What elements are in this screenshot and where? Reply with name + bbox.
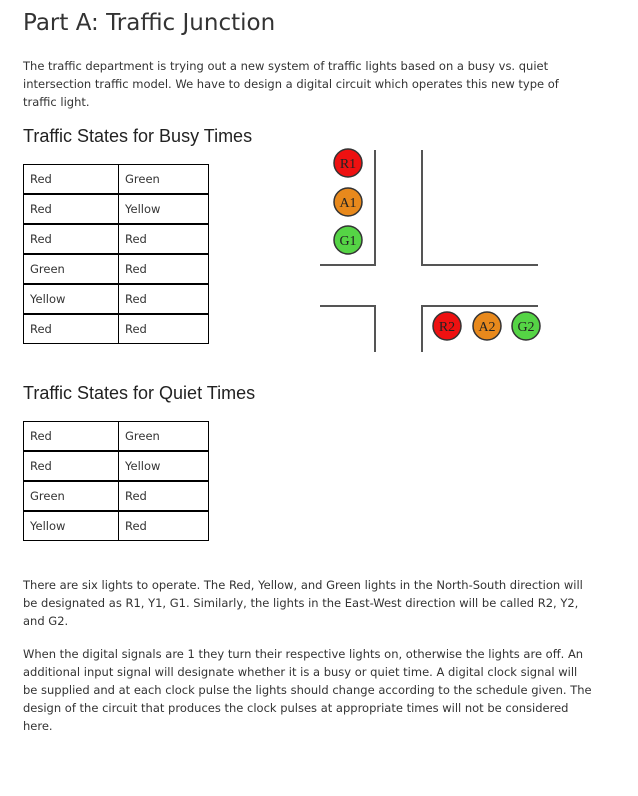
intersection-diagram bbox=[300, 140, 550, 360]
table-row bbox=[23, 224, 209, 254]
table-row bbox=[23, 481, 209, 511]
lamp-label: R1 bbox=[339, 157, 357, 172]
traffic-light-r2 bbox=[433, 312, 461, 340]
ns-cell: Green bbox=[23, 481, 119, 511]
table-row bbox=[23, 511, 209, 541]
signals-paragraph: When the digital signals are 1 they turn their respective lights on, otherwise the lights are off. An additional input signal will designate whether it is a busy or quiet time. A digital clock signal will be supplied and at each clock pulse the lights should change according to the schedule given. The design of the circuit that produces the clock pulses at appropriate times will not be considered here. bbox=[23, 647, 592, 733]
lights-paragraph: There are six lights to operate. The Red, Yellow, and Green lights in the North-South direction will be designated as R1, Y1, G1. Similarly, the lights in the East-West direction will be called R2, Y2, and G2. bbox=[23, 578, 583, 628]
ns-cell: Red bbox=[23, 224, 119, 254]
ew-cell: Red bbox=[119, 314, 209, 344]
ns-cell: Red bbox=[23, 451, 119, 481]
ew-cell: Green bbox=[119, 421, 209, 451]
lamp-label: A1 bbox=[339, 196, 357, 211]
ew-cell: Red bbox=[119, 284, 209, 314]
ns-cell: Red bbox=[23, 421, 119, 451]
ew-cell: Yellow bbox=[119, 451, 209, 481]
ns-cell: Yellow bbox=[23, 511, 119, 541]
ns-cell: Green bbox=[23, 254, 119, 284]
table-row bbox=[23, 421, 209, 451]
ew-cell: Red bbox=[119, 224, 209, 254]
lamp-label: G1 bbox=[339, 234, 357, 249]
ew-cell: Yellow bbox=[119, 194, 209, 224]
ew-cell: Red bbox=[119, 481, 209, 511]
table-row bbox=[23, 164, 209, 194]
ns-cell: Yellow bbox=[23, 284, 119, 314]
busy-table bbox=[23, 164, 209, 344]
traffic-light-g2 bbox=[512, 312, 540, 340]
ew-cell: Green bbox=[119, 164, 209, 194]
traffic-light-r1 bbox=[334, 149, 362, 177]
ns-cell: Red bbox=[23, 314, 119, 344]
ew-cell: Red bbox=[119, 254, 209, 284]
traffic-light-g1 bbox=[334, 226, 362, 254]
table-row bbox=[23, 254, 209, 284]
lamp-label: G2 bbox=[517, 320, 535, 335]
table-row bbox=[23, 314, 209, 344]
ns-cell: Red bbox=[23, 164, 119, 194]
table-row bbox=[23, 194, 209, 224]
quiet-heading: Traffic States for Quiet Times bbox=[23, 383, 256, 403]
road-edge-ne bbox=[422, 150, 538, 265]
page-title: Part A: Traffic Junction bbox=[23, 10, 276, 36]
quiet-table bbox=[23, 421, 209, 541]
lamp-label: R2 bbox=[438, 320, 456, 335]
ns-cell: Red bbox=[23, 194, 119, 224]
ew-cell: Red bbox=[119, 511, 209, 541]
busy-heading: Traffic States for Busy Times bbox=[23, 126, 253, 146]
table-row bbox=[23, 451, 209, 481]
table-row bbox=[23, 284, 209, 314]
intro-paragraph: The traffic department is trying out a new system of traffic lights based on a busy vs. quiet intersection traffic model. We have to design a digital circuit which operates this new type of traffic light. bbox=[23, 59, 559, 109]
road-edge-sw bbox=[320, 306, 375, 352]
traffic-light-a2 bbox=[473, 312, 501, 340]
lamp-label: A2 bbox=[478, 320, 496, 335]
traffic-light-a1 bbox=[334, 188, 362, 216]
